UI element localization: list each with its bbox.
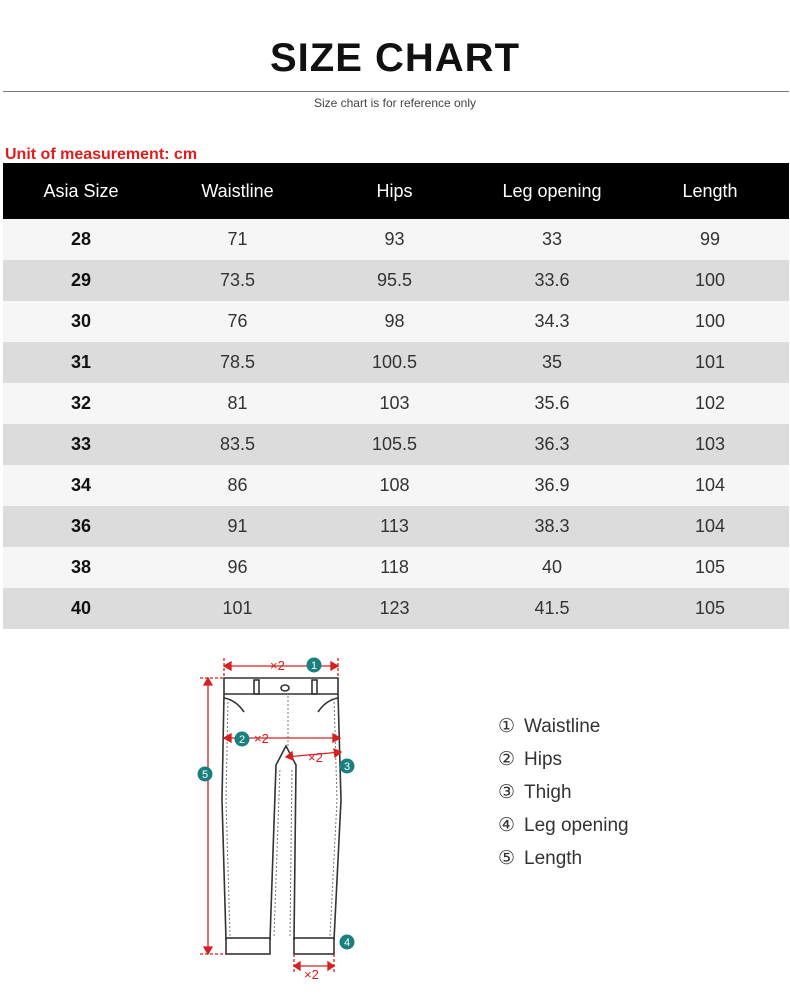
measurement-cell: 73.5 — [159, 260, 316, 301]
measurement-cell: 105 — [631, 588, 789, 629]
table-row — [3, 219, 789, 260]
hips-x2-label: ×2 — [254, 731, 269, 746]
leg-opening-x2-label: ×2 — [304, 967, 319, 980]
measurement-cell: 100.5 — [316, 342, 473, 383]
header-hips: Hips — [316, 163, 473, 219]
measurement-cell: 35 — [473, 342, 631, 383]
measurement-cell: 86 — [159, 465, 316, 506]
size-cell: 33 — [3, 424, 159, 465]
measurement-cell: 81 — [159, 383, 316, 424]
size-cell: 31 — [3, 342, 159, 383]
table-row — [3, 588, 789, 629]
table-row — [3, 342, 789, 383]
legend-label: Length — [524, 848, 583, 869]
legend-item-length — [498, 846, 629, 879]
svg-text:3: 3 — [343, 761, 351, 773]
svg-text:4: 4 — [343, 937, 351, 949]
measurement-cell: 101 — [631, 342, 789, 383]
measurement-cell: 100 — [631, 260, 789, 301]
measurement-cell: 33 — [473, 219, 631, 260]
unit-note: Unit of measurement: cm — [5, 146, 198, 163]
legend-label: Leg opening — [524, 815, 629, 836]
thigh-x2-label: ×2 — [308, 750, 323, 765]
legend-number: ④ — [498, 815, 516, 836]
measurement-cell: 91 — [159, 506, 316, 547]
measurement-cell: 93 — [316, 219, 473, 260]
measurement-cell: 98 — [316, 301, 473, 342]
measurement-cell: 105.5 — [316, 424, 473, 465]
measurement-cell: 78.5 — [159, 342, 316, 383]
measurement-cell: 33.6 — [473, 260, 631, 301]
header-length: Length — [631, 163, 789, 219]
pants-measurement-diagram — [190, 650, 370, 980]
size-cell: 40 — [3, 588, 159, 629]
table-row — [3, 506, 789, 547]
legend-item-leg-opening — [498, 813, 629, 846]
measurement-cell: 40 — [473, 547, 631, 588]
marker-1 — [307, 658, 322, 673]
legend-number: ③ — [498, 782, 516, 803]
measurement-cell: 113 — [316, 506, 473, 547]
size-table — [3, 163, 789, 629]
measurement-cell: 105 — [631, 547, 789, 588]
marker-3 — [340, 759, 355, 774]
page-title: SIZE CHART — [270, 36, 520, 80]
measurement-cell: 35.6 — [473, 383, 631, 424]
measurement-cell: 36.9 — [473, 465, 631, 506]
measurement-cell: 41.5 — [473, 588, 631, 629]
table-header-row — [3, 163, 789, 219]
size-cell: 36 — [3, 506, 159, 547]
waist-x2-label: ×2 — [270, 658, 285, 673]
measurement-cell: 118 — [316, 547, 473, 588]
size-cell: 32 — [3, 383, 159, 424]
measurement-cell: 38.3 — [473, 506, 631, 547]
legend-label: Hips — [524, 749, 563, 770]
measurement-cell: 34.3 — [473, 301, 631, 342]
size-cell: 38 — [3, 547, 159, 588]
table-row — [3, 465, 789, 506]
measurement-cell: 103 — [631, 424, 789, 465]
size-cell: 28 — [3, 219, 159, 260]
header-waistline: Waistline — [159, 163, 316, 219]
legend-label: Thigh — [524, 782, 572, 803]
header-asia-size: Asia Size — [3, 163, 159, 219]
size-cell: 34 — [3, 465, 159, 506]
svg-text:5: 5 — [201, 769, 209, 781]
measurement-cell: 108 — [316, 465, 473, 506]
measurement-cell: 99 — [631, 219, 789, 260]
measurement-cell: 95.5 — [316, 260, 473, 301]
legend-label: Waistline — [524, 716, 601, 737]
measurement-cell: 102 — [631, 383, 789, 424]
page-subtitle: Size chart is for reference only — [313, 96, 477, 110]
header-leg-opening: Leg opening — [473, 163, 631, 219]
svg-text:2: 2 — [238, 734, 246, 746]
marker-5 — [198, 767, 213, 782]
legend-number: ⑤ — [498, 848, 516, 869]
size-cell: 30 — [3, 301, 159, 342]
table-row — [3, 547, 789, 588]
measurement-cell: 83.5 — [159, 424, 316, 465]
title-divider — [3, 91, 789, 92]
size-cell: 29 — [3, 260, 159, 301]
measurement-cell: 36.3 — [473, 424, 631, 465]
pants-outline — [222, 678, 341, 954]
measurement-cell: 104 — [631, 506, 789, 547]
measurement-cell: 101 — [159, 588, 316, 629]
marker-2 — [235, 732, 250, 747]
legend-number: ① — [498, 716, 516, 737]
marker-4 — [340, 935, 355, 950]
legend-item-thigh — [498, 780, 629, 813]
legend-number: ② — [498, 749, 516, 770]
table-row — [3, 424, 789, 465]
measurement-cell: 100 — [631, 301, 789, 342]
svg-text:1: 1 — [310, 660, 318, 672]
table-row — [3, 301, 789, 342]
table-row — [3, 260, 789, 301]
legend-item-waistline — [498, 714, 629, 747]
measurement-cell: 96 — [159, 547, 316, 588]
legend-item-hips — [498, 747, 629, 780]
measurement-cell: 76 — [159, 301, 316, 342]
table-row — [3, 383, 789, 424]
measurement-legend — [498, 714, 629, 879]
measurement-cell: 71 — [159, 219, 316, 260]
measurement-cell: 103 — [316, 383, 473, 424]
measurement-cell: 104 — [631, 465, 789, 506]
measurement-cell: 123 — [316, 588, 473, 629]
